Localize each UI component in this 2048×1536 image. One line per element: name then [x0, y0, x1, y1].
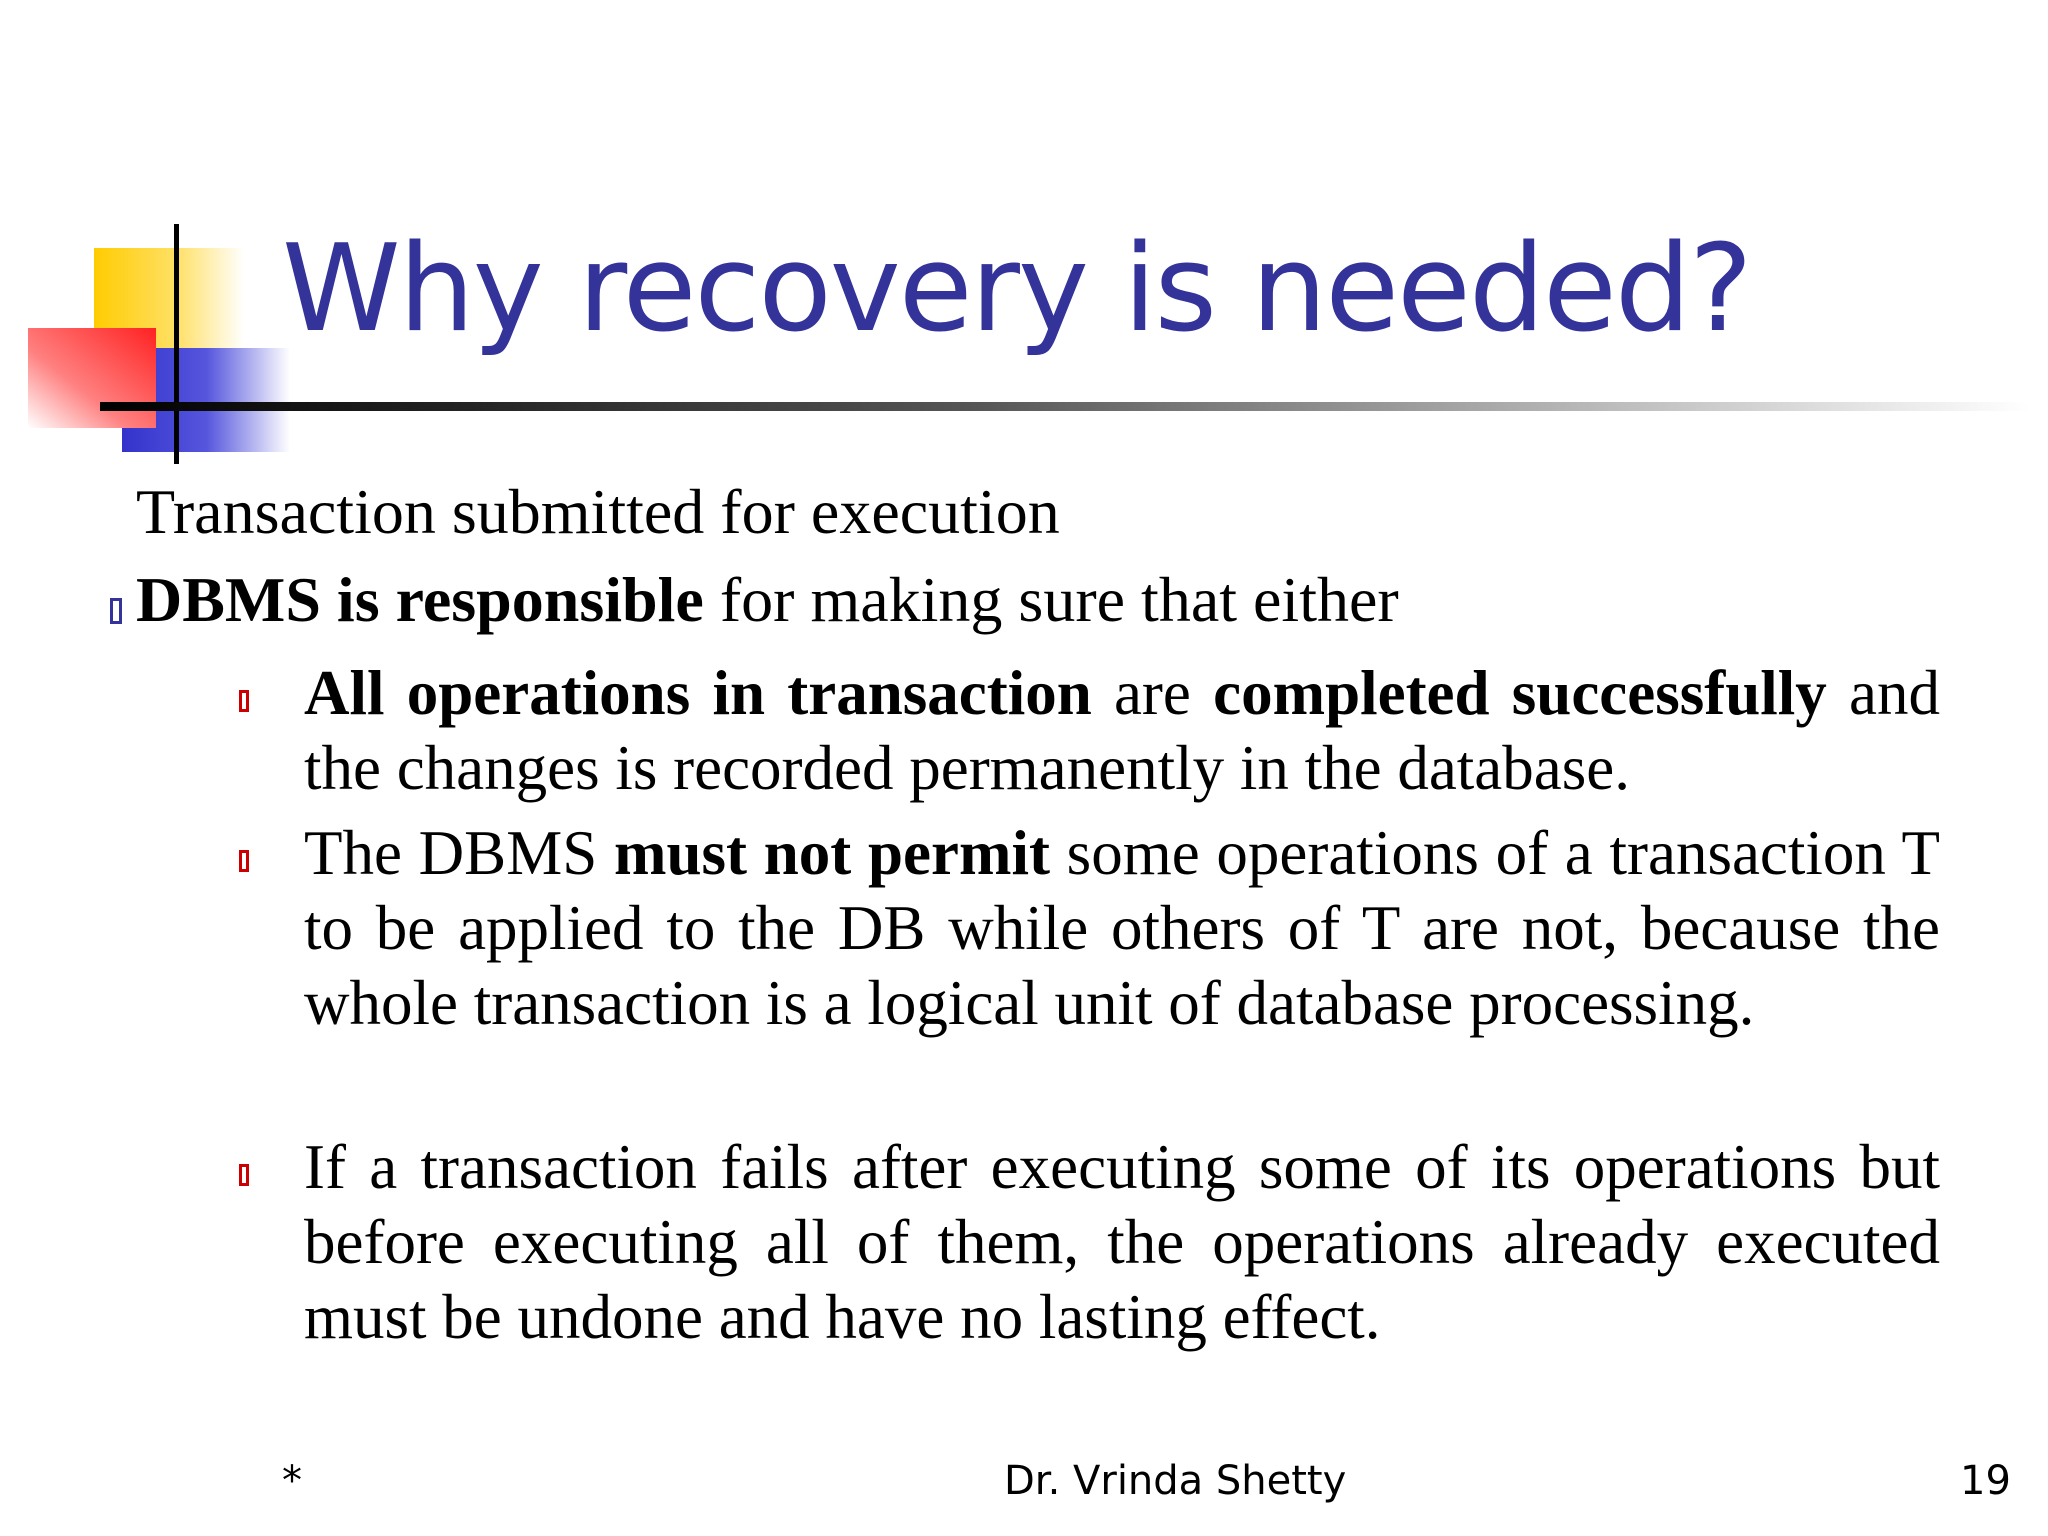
sub-point-bold-text: must not permit	[614, 818, 1050, 888]
footer-page-number: 19	[1960, 1458, 2011, 1504]
footer-author: Dr. Vrinda Shetty	[1004, 1458, 1347, 1504]
bullet-square-icon	[239, 850, 249, 872]
sub-point-bold-text: completed successfully	[1213, 658, 1827, 728]
footer-date-placeholder: *	[282, 1458, 302, 1504]
sub-point-text: If a transaction fails after executing some of its operations but before executing all of them, the operations already executed must be undone and have no lasting effect.	[304, 1132, 1940, 1352]
slide-title: Why recovery is needed?	[282, 220, 1751, 359]
bullet-square-icon	[239, 690, 249, 712]
main-point-rest: for making sure that either	[703, 564, 1399, 635]
sub-point-text: and the changes is recorded permanently in the database.	[304, 658, 1940, 803]
deco-vertical-line	[174, 224, 179, 464]
title-underline	[100, 402, 2030, 411]
sub-point-text: The DBMS	[304, 818, 614, 888]
bullet-square-icon	[239, 1164, 249, 1186]
sub-point-text: are	[1091, 658, 1214, 728]
sub-point-completed	[304, 656, 1940, 806]
bullet-square-icon	[110, 598, 122, 624]
main-point-bold: DBMS is responsible	[136, 564, 704, 635]
deco-red-square	[28, 328, 156, 428]
sub-point-undo	[304, 1130, 1940, 1355]
sub-point-text: some operations of a transaction T to be applied to the DB while others of T are not, because the whole transaction is a logical unit of database processing.	[304, 818, 1940, 1038]
sub-point-bold-text: All operations in transaction	[304, 658, 1092, 728]
intro-text: Transaction submitted for execution	[136, 476, 1060, 547]
main-point	[136, 562, 1399, 638]
sub-point-must-not-permit	[304, 816, 1940, 1041]
